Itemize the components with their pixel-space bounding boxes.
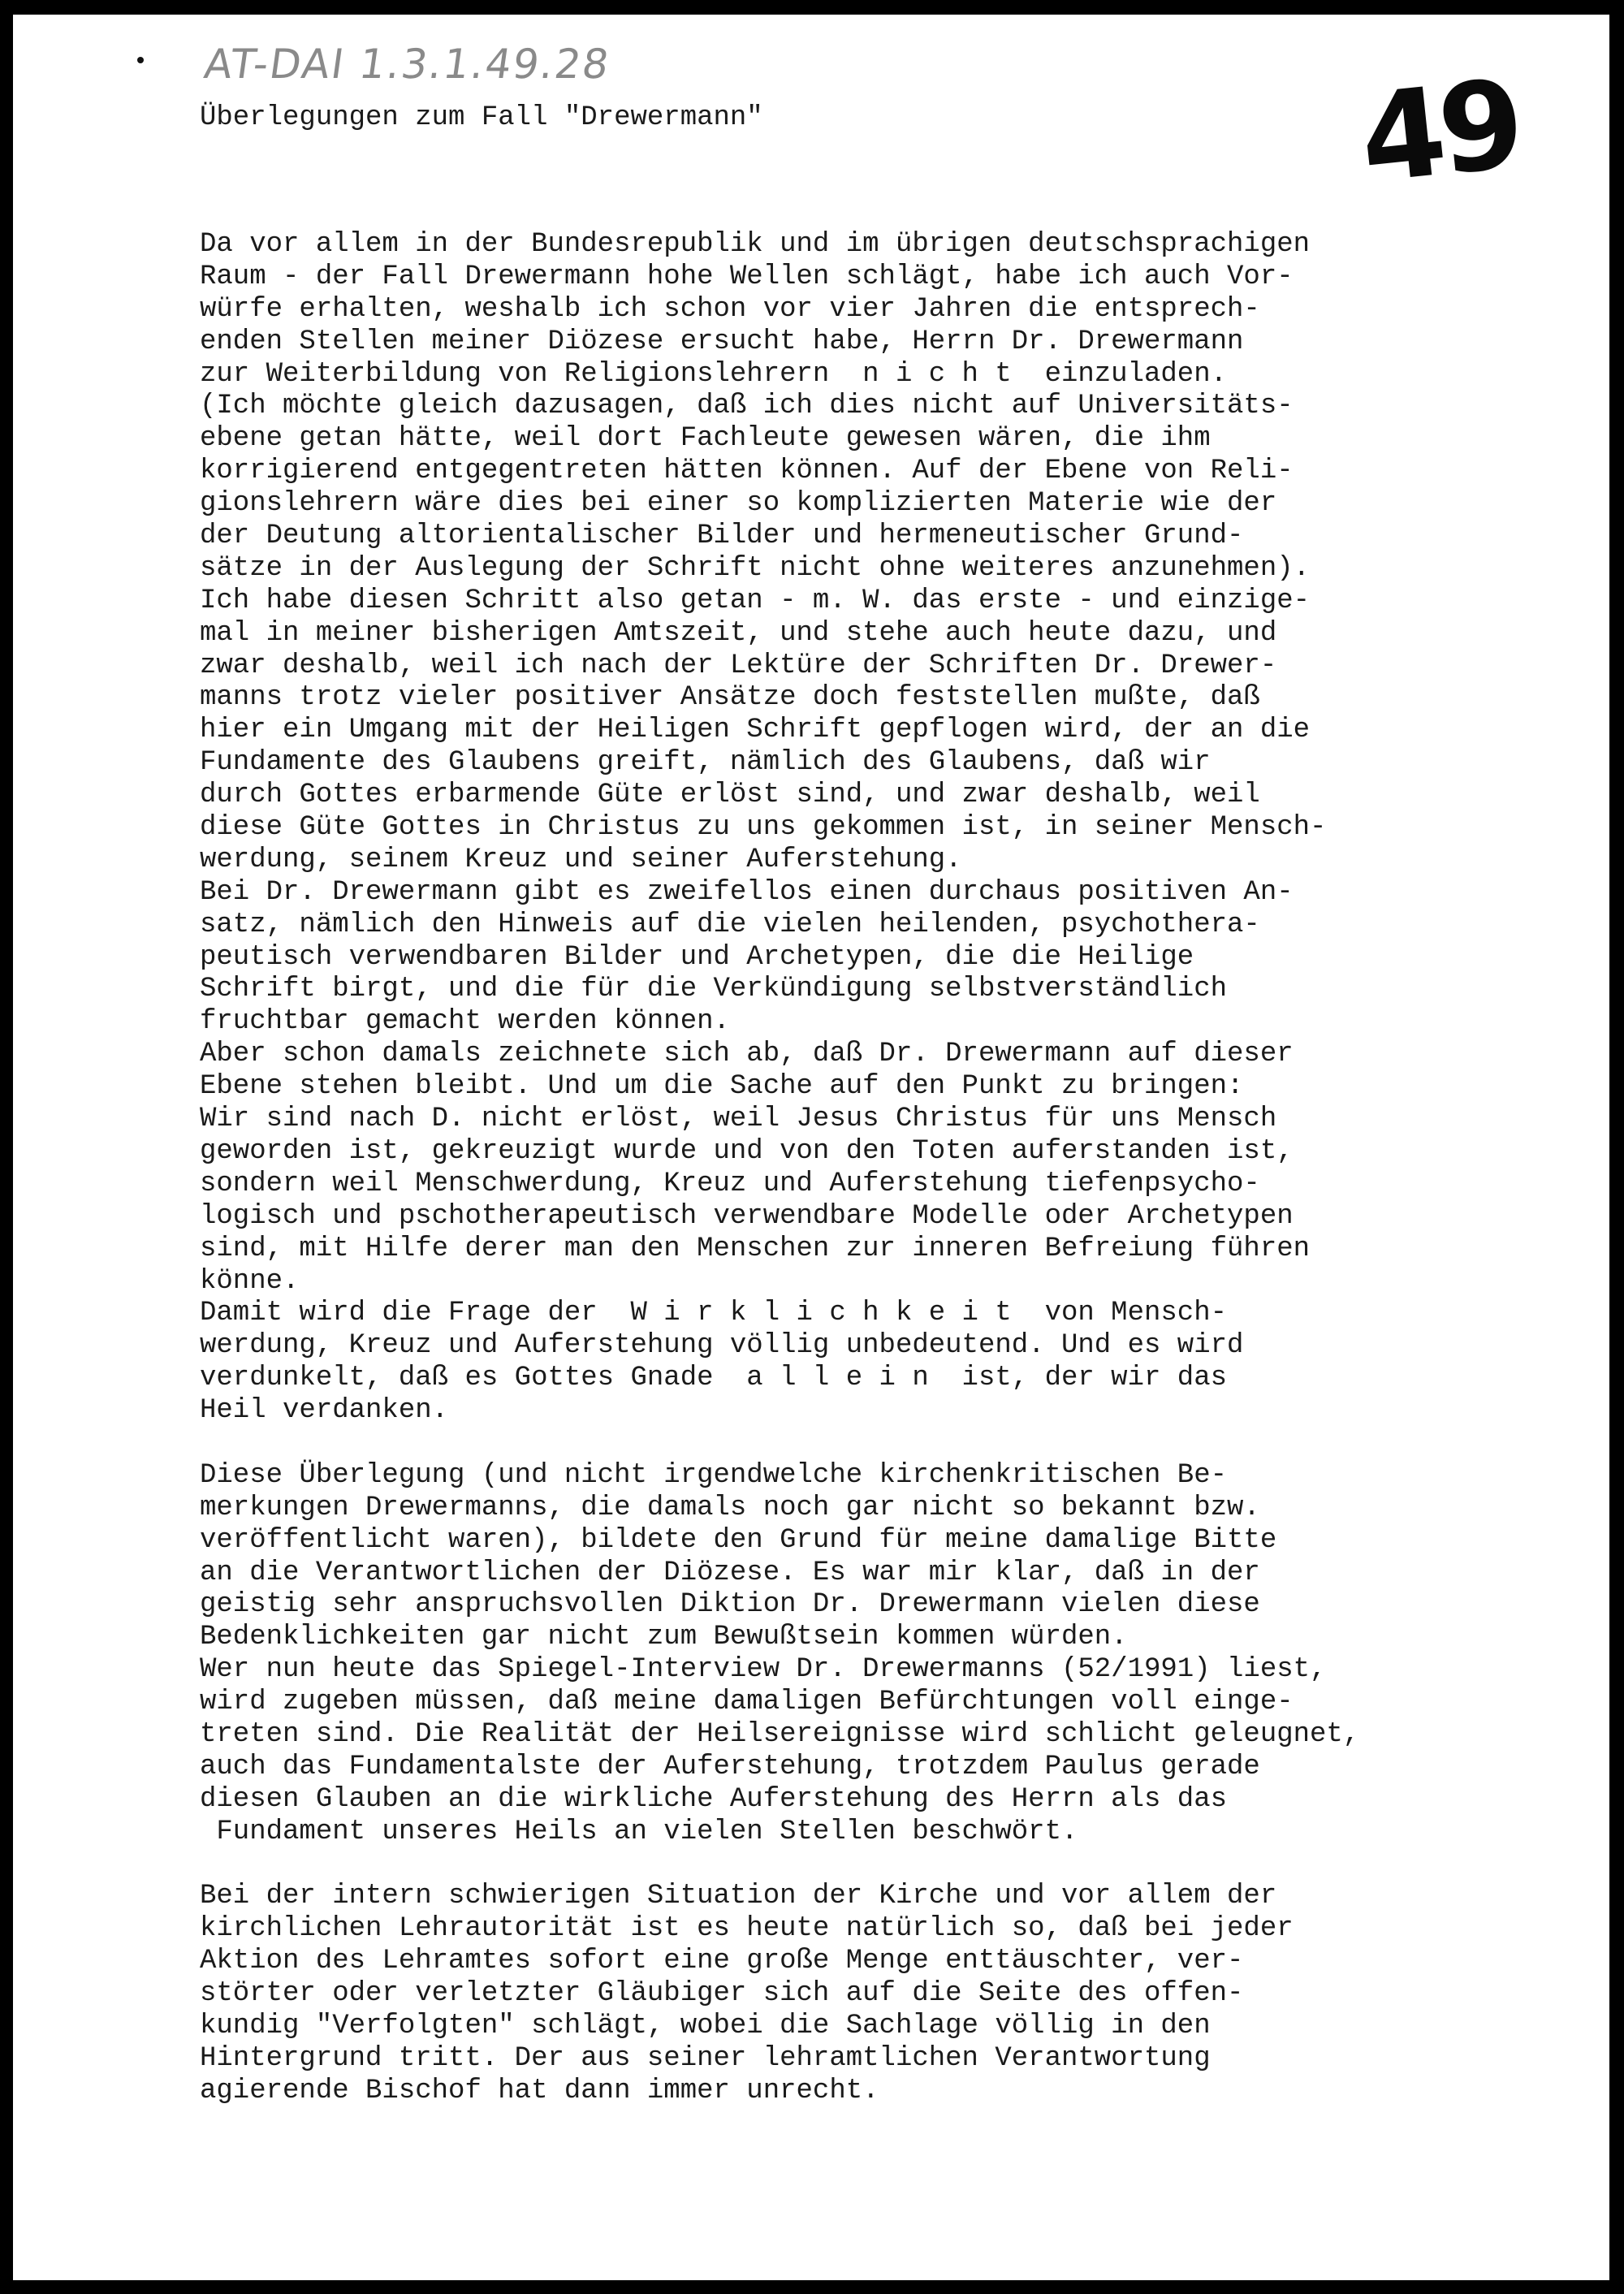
- text-line: durch Gottes erbarmende Güte erlöst sind, und zwar deshalb, weil: [200, 780, 1260, 811]
- text-line: merkungen Drewermanns, die damals noch gar nicht so bekannt bzw.: [200, 1492, 1260, 1523]
- paragraph: [200, 1460, 1596, 1849]
- document-body: [200, 229, 1596, 2108]
- text-line: würfe erhalten, weshalb ich schon vor vier Jahren die entsprech-: [200, 293, 1260, 325]
- text-line: auch das Fundamentalste der Auferstehung, trotzdem Paulus gerade: [200, 1751, 1260, 1782]
- paragraph-gap: [200, 1428, 1596, 1460]
- text-line: Aktion des Lehramtes sofort eine große Menge enttäuschter, ver-: [200, 1946, 1244, 1977]
- ink-dot: [137, 57, 144, 63]
- text-line: Ebene stehen bleibt. Und um die Sache auf den Punkt zu bringen:: [200, 1071, 1244, 1103]
- text-line: wird zugeben müssen, daß meine damaligen Befürchtungen voll einge-: [200, 1687, 1294, 1718]
- text-line: logisch und pschotherapeutisch verwendbare Modelle oder Archetypen: [200, 1200, 1294, 1232]
- archive-signature: AT-DAI 1.3.1.49.28: [201, 41, 614, 88]
- text-line: kundig "Verfolgten" schlägt, wobei die Sachlage völlig in den: [200, 2010, 1211, 2041]
- text-line: Raum - der Fall Drewermann hohe Wellen schlägt, habe ich auch Vor-: [200, 261, 1294, 292]
- text-line: Da vor allem in der Bundesrepublik und im übrigen deutschsprachigen: [200, 229, 1311, 260]
- text-line: werdung, Kreuz und Auferstehung völlig unbedeutend. Und es wird: [200, 1330, 1244, 1362]
- text-line: Bei Dr. Drewermann gibt es zweifellos einen durchaus positiven An-: [200, 876, 1294, 908]
- text-line: Schrift birgt, und die für die Verkündigung selbstverständlich: [200, 974, 1228, 1005]
- text-line: sätze in der Auslegung der Schrift nicht ohne weiteres anzunehmen).: [200, 552, 1311, 584]
- text-line: verdunkelt, daß es Gottes Gnade a l l e i n ist, der wir das: [200, 1363, 1228, 1394]
- text-line: gionslehrern wäre dies bei einer so komplizierten Materie wie der: [200, 488, 1277, 520]
- text-line: Heil verdanken.: [200, 1395, 449, 1427]
- text-line: agierende Bischof hat dann immer unrecht.: [200, 2075, 879, 2106]
- text-line: geistig sehr anspruchsvollen Diktion Dr. Drewermann vielen diese: [200, 1589, 1260, 1621]
- text-line: geworden ist, gekreuzigt wurde und von den Toten auferstanden ist,: [200, 1135, 1294, 1167]
- text-line: zwar deshalb, weil ich nach der Lektüre der Schriften Dr. Drewer-: [200, 650, 1277, 681]
- document-page: [13, 15, 1609, 2280]
- text-line: peutisch verwendbaren Bilder und Archetypen, die die Heilige: [200, 941, 1194, 973]
- text-line: der Deutung altorientalischer Bilder und hermeneutischer Grund-: [200, 521, 1244, 552]
- text-line: (Ich möchte gleich dazusagen, daß ich dies nicht auf Universitäts-: [200, 391, 1294, 422]
- text-line: werdung, seinem Kreuz und seiner Auferstehung.: [200, 844, 962, 875]
- text-line: treten sind. Die Realität der Heilsereignisse wird schlicht geleugnet,: [200, 1718, 1360, 1750]
- text-line: diese Güte Gottes in Christus zu uns gekommen ist, in seiner Mensch-: [200, 812, 1327, 844]
- text-line: sondern weil Menschwerdung, Kreuz und Auferstehung tiefenpsycho-: [200, 1168, 1260, 1199]
- page-title: Überlegungen zum Fall "Drewermann": [200, 102, 763, 133]
- text-line: Fundament unseres Heils an vielen Stellen beschwört.: [200, 1816, 1078, 1847]
- text-line: veröffentlicht waren), bildete den Grund für meine damalige Bitte: [200, 1524, 1277, 1556]
- text-line: kirchlichen Lehrautorität ist es heute natürlich so, daß bei jeder: [200, 1913, 1294, 1945]
- text-line: manns trotz vieler positiver Ansätze doch feststellen mußte, daß: [200, 682, 1260, 714]
- text-line: Bei der intern schwierigen Situation der Kirche und vor allem der: [200, 1881, 1277, 1912]
- folio-number: 49: [1354, 54, 1525, 211]
- text-line: an die Verantwortlichen der Diözese. Es war mir klar, daß in der: [200, 1557, 1260, 1588]
- text-line: sind, mit Hilfe derer man den Menschen zur inneren Befreiung führen: [200, 1233, 1311, 1264]
- text-line: Wer nun heute das Spiegel-Interview Dr. Drewermanns (52/1991) liest,: [200, 1654, 1327, 1686]
- text-line: ebene getan hätte, weil dort Fachleute gewesen wären, die ihm: [200, 423, 1211, 455]
- text-line: fruchtbar gemacht werden können.: [200, 1006, 730, 1038]
- text-line: satz, nämlich den Hinweis auf die vielen heilenden, psychothera-: [200, 909, 1260, 940]
- text-line: könne.: [200, 1265, 300, 1297]
- text-line: Diese Überlegung (und nicht irgendwelche kirchenkritischen Be-: [200, 1459, 1228, 1491]
- paragraph: [200, 229, 1596, 1428]
- text-line: diesen Glauben an die wirkliche Auferstehung des Herrn als das: [200, 1783, 1228, 1815]
- text-line: Damit wird die Frage der W i r k l i c h k e i t von Mensch-: [200, 1298, 1228, 1329]
- paragraph: [200, 1881, 1596, 2107]
- text-line: Hintergrund tritt. Der aus seiner lehramtlichen Verantwortung: [200, 2042, 1211, 2074]
- text-line: enden Stellen meiner Diözese ersucht habe, Herrn Dr. Drewermann: [200, 326, 1244, 357]
- text-line: Aber schon damals zeichnete sich ab, daß Dr. Drewermann auf dieser: [200, 1039, 1294, 1070]
- text-line: mal in meiner bisherigen Amtszeit, und stehe auch heute dazu, und: [200, 617, 1277, 649]
- text-line: hier ein Umgang mit der Heiligen Schrift gepflogen wird, der an die: [200, 715, 1311, 746]
- text-line: Ich habe diesen Schritt also getan - m. W. das erste - und einzige-: [200, 585, 1311, 616]
- text-line: Bedenklichkeiten gar nicht zum Bewußtsein kommen würden.: [200, 1622, 1128, 1653]
- text-line: korrigierend entgegentreten hätten können. Auf der Ebene von Reli-: [200, 456, 1294, 487]
- paragraph-gap: [200, 1849, 1596, 1881]
- text-line: störter oder verletzter Gläubiger sich auf die Seite des offen-: [200, 1978, 1244, 2010]
- text-line: Wir sind nach D. nicht erlöst, weil Jesus Christus für uns Mensch: [200, 1104, 1277, 1135]
- text-line: zur Weiterbildung von Religionslehrern n i c h t einzuladen.: [200, 358, 1228, 390]
- text-line: Fundamente des Glaubens greift, nämlich des Glaubens, daß wir: [200, 747, 1211, 779]
